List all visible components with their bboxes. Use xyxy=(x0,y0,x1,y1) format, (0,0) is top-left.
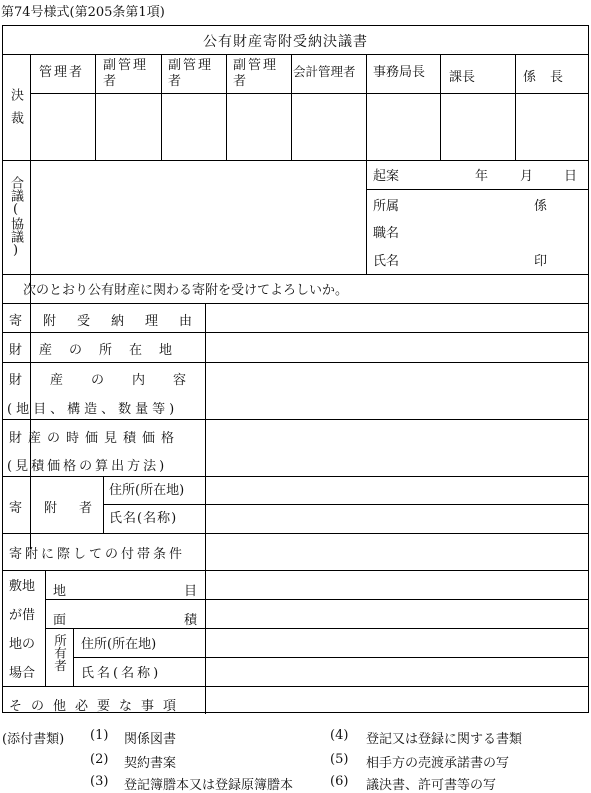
attach-5-no: (5) xyxy=(330,752,349,767)
row-reason: 寄附受納理由 xyxy=(9,314,214,329)
attach-3-text: 登記簿謄本又は登録原簿謄本 xyxy=(124,778,294,793)
attachments-label: (添付書類) xyxy=(2,732,65,747)
in-label: 印 xyxy=(534,254,548,269)
kian-label: 起案 xyxy=(373,169,400,184)
kessai-col-jimukyokucho: 事務局長 xyxy=(373,65,426,80)
kessai-col-fuku-2: 副管理者 xyxy=(168,58,214,89)
owner-address: 住所(所在地) xyxy=(81,637,157,652)
kessai-col-fuku-1: 副管理者 xyxy=(103,58,149,89)
owner-name: 氏名(名称) xyxy=(81,666,162,681)
row-location: 財産の所在地 xyxy=(9,343,190,358)
kessai-col-fuku-3: 副管理者 xyxy=(233,58,279,89)
donor-name: 氏名(名称) xyxy=(109,511,178,526)
attach-6-text: 議決書、許可書等の写 xyxy=(366,778,497,793)
lease-menseki: 面積 xyxy=(53,613,316,628)
kian-tsuki: 月 xyxy=(520,169,534,184)
row-content-sub: (地目、構造、数量等) xyxy=(7,402,179,417)
row-content: 財産の内容 xyxy=(9,373,215,388)
kessai-label: 決裁 xyxy=(8,88,23,134)
attach-1-no: (1) xyxy=(90,728,109,743)
row-conditions: 寄附に際しての付帯条件 xyxy=(9,547,186,562)
form-table xyxy=(2,25,589,713)
kessai-col-kakaricho: 係長 xyxy=(523,70,578,85)
attach-1-text: 関係図書 xyxy=(124,732,177,747)
shokumei-label: 職名 xyxy=(373,226,400,241)
row-price-sub: (見積価格の算出方法) xyxy=(7,459,168,474)
lease-chimoku: 地目 xyxy=(53,584,316,599)
row-donor: 寄附者 xyxy=(9,501,115,516)
kessai-col-kaikei: 会計管理者 xyxy=(293,64,356,79)
statement: 次のとおり公有財産に関わる寄附を受けてよろしいか。 xyxy=(23,283,349,298)
kian-hi: 日 xyxy=(564,169,578,184)
form-title: 公有財産寄附受納決議書 xyxy=(203,34,368,50)
attach-2-text: 契約書案 xyxy=(124,756,177,771)
kakari-label: 係 xyxy=(534,199,548,214)
lease-owner: 所有者 xyxy=(52,634,68,672)
shozoku-label: 所属 xyxy=(373,199,400,214)
attach-4-no: (4) xyxy=(330,728,349,743)
row-other: その他必要な事項 xyxy=(9,699,186,714)
donor-address: 住所(所在地) xyxy=(109,483,185,498)
kian-nen: 年 xyxy=(475,169,489,184)
form-id: 第74号様式(第205条第1項) xyxy=(1,5,165,20)
shimei-label: 氏名 xyxy=(373,254,400,269)
kessai-col-kanrisha: 管理者 xyxy=(39,65,85,80)
row-price: 財産の時価見積価格 xyxy=(9,431,181,446)
lease-label-3: 地の xyxy=(9,637,36,652)
attach-3-no: (3) xyxy=(90,774,109,789)
attach-6-no: (6) xyxy=(330,774,349,789)
kessai-col-kacho: 課長 xyxy=(449,70,476,85)
attach-5-text: 相手方の売渡承諾書の写 xyxy=(366,756,510,771)
lease-label-1: 敷地 xyxy=(9,579,36,594)
gougi-label: 合議(協議) xyxy=(8,176,23,258)
lease-label-4: 場合 xyxy=(9,666,36,681)
attach-4-text: 登記又は登録に関する書類 xyxy=(366,732,523,747)
attach-2-no: (2) xyxy=(90,752,109,767)
lease-label-2: が借 xyxy=(9,608,36,623)
